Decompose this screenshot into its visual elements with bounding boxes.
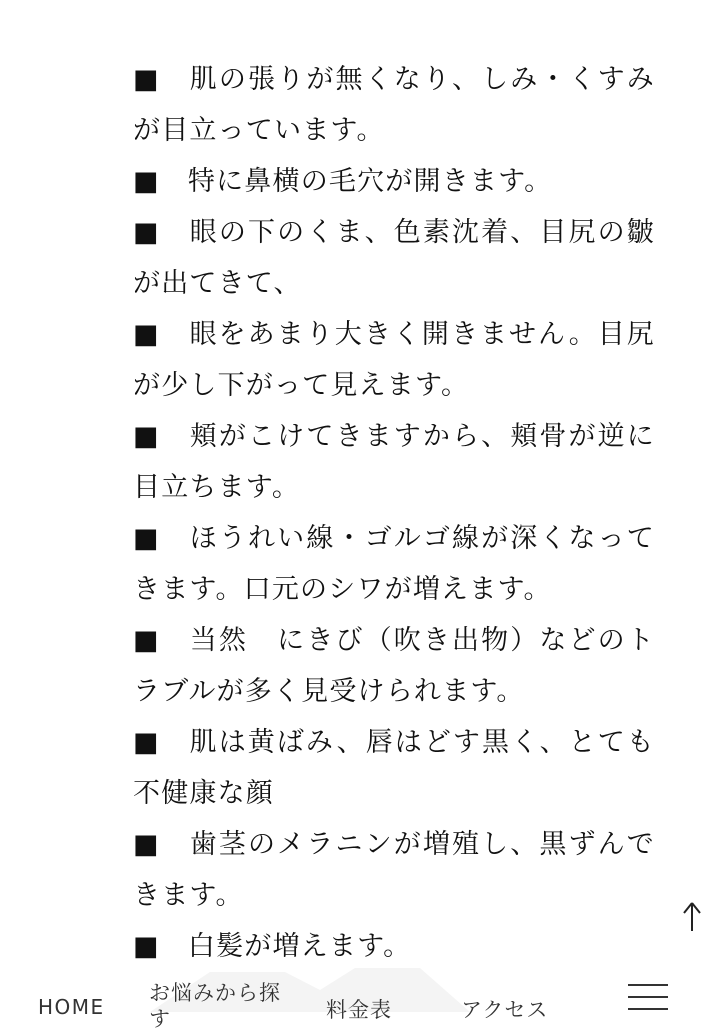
symptom-item: ■ 眼をあまり大きく開きません。目尻が少し下がって見えます。 — [133, 319, 655, 401]
symptom-item: ■ 特に鼻横の毛穴が開きます。 — [133, 166, 553, 197]
symptom-item: ■ 当然 にきび（吹き出物）などのトラブルが多く見受けられます。 — [133, 625, 655, 707]
symptom-item: ■ 眼の下のくま、色素沈着、目尻の皺が出てきて、 — [133, 217, 655, 299]
up-arrow-icon — [677, 893, 707, 937]
symptom-item: ■ 肌の張りが無くなり、しみ・くすみが目立っています。 — [133, 64, 655, 146]
symptom-item: ■ ほうれい線・ゴルゴ線が深くなってきます。口元のシワが増えます。 — [133, 523, 655, 605]
symptom-item: ■ 肌は黄ばみ、唇はどす黒く、とても不健康な顔 — [133, 727, 655, 809]
hamburger-menu-icon[interactable] — [628, 984, 668, 1014]
bottom-nav — [0, 966, 720, 1031]
back-to-top-button[interactable] — [677, 893, 707, 937]
nav-home[interactable]: HOME — [38, 995, 105, 1019]
symptom-item: ■ 歯茎のメラニンが増殖し、黒ずんできます。 — [133, 829, 655, 911]
nav-worries[interactable]: お悩みから探す — [149, 981, 281, 1031]
menu-line — [628, 1008, 668, 1010]
menu-line — [628, 996, 668, 998]
nav-access[interactable]: アクセス — [461, 998, 549, 1022]
symptom-item: ■ 白髪が増えます。 — [133, 931, 412, 962]
symptom-item: ■ 頬がこけてきますから、頬骨が逆に目立ちます。 — [133, 421, 655, 503]
symptom-list — [133, 54, 655, 972]
menu-line — [628, 984, 668, 986]
nav-price[interactable]: 料金表 — [326, 998, 392, 1022]
